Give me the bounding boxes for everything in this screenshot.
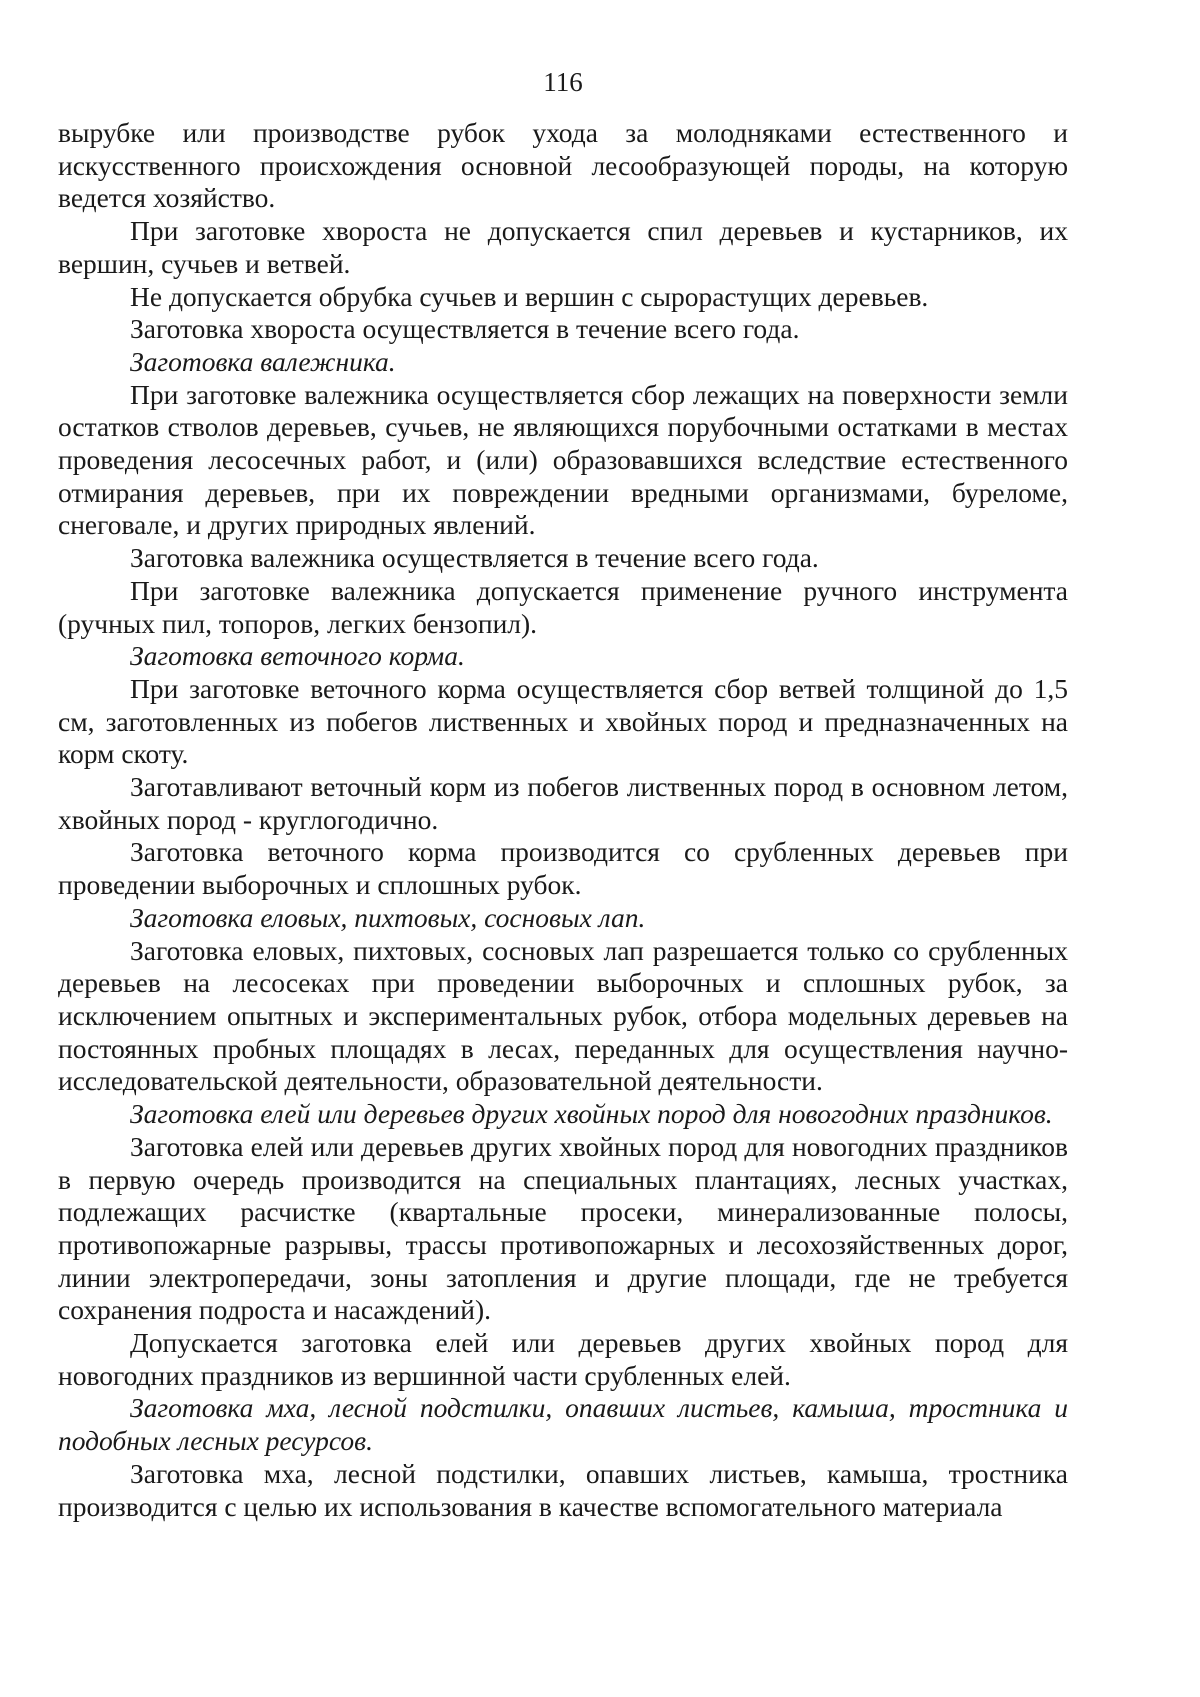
subheading-branch-fodder: Заготовка веточного корма.	[130, 640, 465, 672]
paragraph-new-year-trees-sites: Заготовка елей или деревьев других хвойных пород для новогодних праздников в первую очередь производится на специальных плантациях, лесных участках, подлежащих расчистке (квартальные просеки, минерализованные полосы, противопожарные разрывы, трассы противопожарных и лесохозяйственных дорог, линии электропередачи, зоны затопления и другие площади, где не требуется сохранения подроста и насаждений).	[58, 1130, 1068, 1326]
subheading-moss-litter: Заготовка мха, лесной подстилки, опавших листьев, камыша, тростника и подобных лесных ресурсов.	[58, 1392, 1068, 1457]
paragraph-new-year-trees-tops: Допускается заготовка елей или деревьев других хвойных пород для новогодних праздников из вершинной части срубленных елей.	[58, 1327, 1068, 1391]
paragraph-branch-fodder-season: Заготавливают веточный корм из побегов лиственных пород в основном летом, хвойных пород - круглогодично.	[58, 771, 1068, 835]
paragraph-conifer-branches-rules: Заготовка еловых, пихтовых, сосновых лап разрешается только со срубленных деревьев на лесосеках при проведении выборочных и сплошных рубок, за исключением опытных и экспериментальных рубок, отбора модельных деревьев на постоянных пробных площадях в лесах, переданных для осуществления научно-исследовательской деятельности, образовательной деятельности.	[58, 934, 1068, 1097]
paragraph-brushwood-season: Заготовка хвороста осуществляется в течение всего года.	[130, 313, 800, 345]
document-body	[58, 117, 1068, 1523]
paragraph-continuation: вырубке или производстве рубок ухода за молодняками естественного и искусственного происхождения основной лесообразующей породы, на которую ведется хозяйство.	[58, 117, 1068, 214]
paragraph-branch-fodder-collection: При заготовке веточного корма осуществляется сбор ветвей толщиной до 1,5 см, заготовленных из побегов лиственных и хвойных пород и предназначенных на корм скоту.	[58, 672, 1068, 770]
paragraph-deadwood-tools: При заготовке валежника допускается применение ручного инструмента (ручных пил, топоров, легких бензопил).	[58, 574, 1068, 639]
subheading-new-year-trees: Заготовка елей или деревьев других хвойных пород для новогодних праздников.	[130, 1098, 1053, 1130]
subheading-deadwood: Заготовка валежника.	[130, 345, 396, 377]
paragraph-branch-fodder-source: Заготовка веточного корма производится со срубленных деревьев при проведении выборочных и сплошных рубок.	[58, 836, 1068, 901]
paragraph-moss-litter-purpose: Заготовка мха, лесной подстилки, опавших листьев, камыша, тростника производится с целью их использования в качестве вспомогательного материала	[58, 1457, 1068, 1522]
page-number: 116	[543, 67, 583, 97]
paragraph-deadwood-season: Заготовка валежника осуществляется в течение всего года.	[130, 542, 819, 574]
subheading-conifer-branches: Заготовка еловых, пихтовых, сосновых лап.	[130, 901, 646, 933]
paragraph-brushwood-prohibition: При заготовке хвороста не допускается спил деревьев и кустарников, их вершин, сучьев и ветвей.	[58, 215, 1068, 279]
paragraph-pruning-prohibition: Не допускается обрубка сучьев и вершин с сырорастущих деревьев.	[130, 280, 929, 312]
paragraph-deadwood-collection: При заготовке валежника осуществляется сбор лежащих на поверхности земли остатков стволов деревьев, сучьев, не являющихся порубочными остатками в местах проведения лесосечных работ, и (или) образовавшихся вследствие естественного отмирания деревьев, при их повреждении вредными организмами, буреломе, снеговале, и других природных явлений.	[58, 378, 1068, 541]
